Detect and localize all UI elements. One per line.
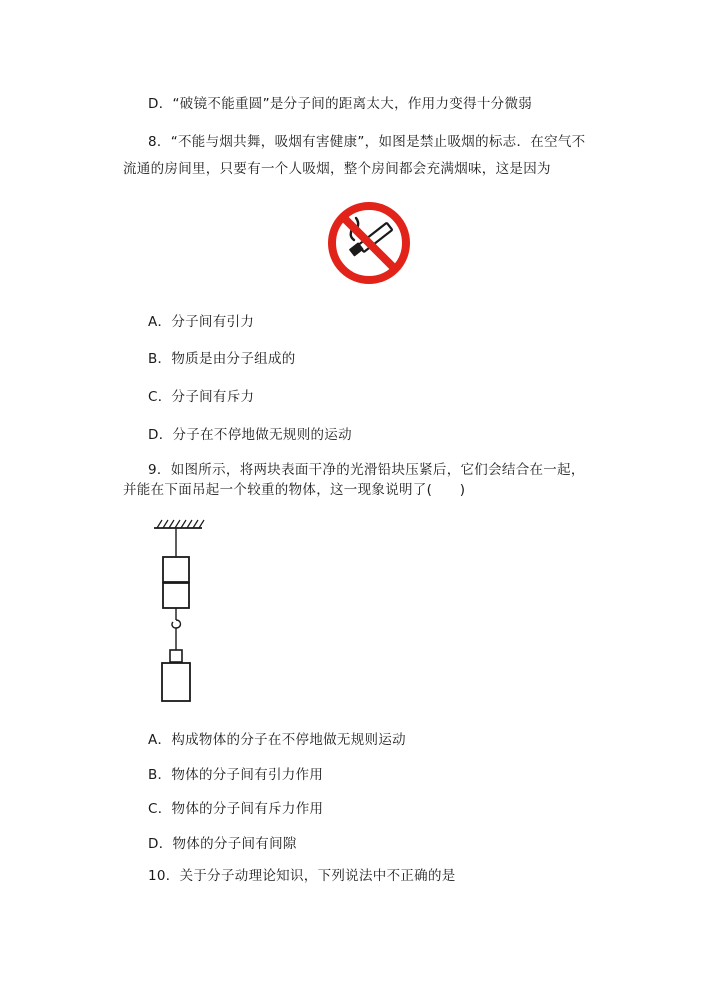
q9-option-c: C．物体的分子间有斥力作用 xyxy=(148,801,324,817)
q9-option-b: B．物体的分子间有引力作用 xyxy=(148,767,324,783)
q8-stem-line1: 8．“不能与烟共舞，吸烟有害健康”，如图是禁止吸烟的标志．在空气不 xyxy=(148,134,586,150)
q8-stem-line2: 流通的房间里，只要有一个人吸烟，整个房间都会充满烟味，这是因为 xyxy=(123,161,551,177)
prev-question-option-d: D．“破镜不能重圆”是分子间的距离太大，作用力变得十分微弱 xyxy=(148,96,533,112)
q9-option-a: A．构成物体的分子在不停地做无规则运动 xyxy=(148,732,406,748)
q8-option-b: B．物质是由分子组成的 xyxy=(148,351,296,367)
lead-block-lower xyxy=(163,583,189,608)
no-smoking-sign-icon xyxy=(326,200,412,286)
q9-stem-line1: 9．如图所示，将两块表面干净的光滑铅块压紧后，它们会结合在一起， xyxy=(148,462,585,478)
hook-icon xyxy=(172,620,181,628)
lead-block-upper xyxy=(163,557,189,582)
q9-stem-line2: 并能在下面吊起一个较重的物体，这一现象说明了( ) xyxy=(123,482,466,498)
heavy-weight xyxy=(162,663,190,701)
q8-option-c: C．分子间有斥力 xyxy=(148,389,255,405)
lead-blocks-apparatus-icon xyxy=(150,516,210,711)
q8-option-a: A．分子间有引力 xyxy=(148,314,255,330)
q9-option-d: D．物体的分子间有间隙 xyxy=(148,836,297,852)
q10-stem: 10．关于分子动理论知识，下列说法中不正确的是 xyxy=(148,868,456,884)
q8-option-d: D．分子在不停地做无规则的运动 xyxy=(148,427,352,443)
